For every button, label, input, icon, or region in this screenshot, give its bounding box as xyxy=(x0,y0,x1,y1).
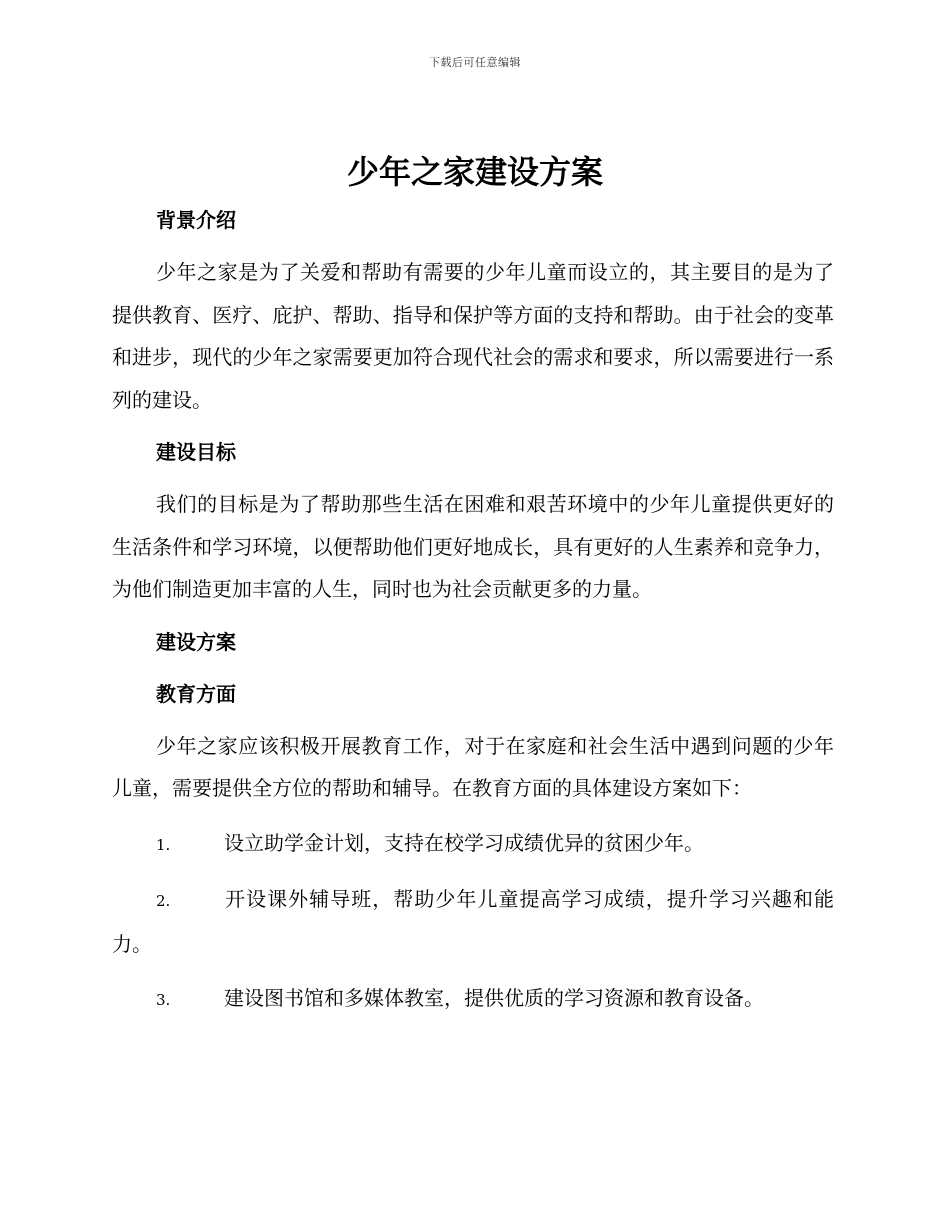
list-item-number: 3. xyxy=(156,991,171,1009)
list-item-number: 1. xyxy=(156,835,171,854)
document-body xyxy=(112,201,834,1022)
list-item xyxy=(112,878,834,965)
section-heading-background: 背景介绍 xyxy=(156,208,236,232)
list-item-text: 建设图书馆和多媒体教室，提供优质的学习资源和教育设备。 xyxy=(224,986,764,1010)
section-paragraph-education: 少年之家应该积极开展教育工作，对于在家庭和社会生活中遇到问题的少年儿童，需要提供全方位的帮助和辅导。在教育方面的具体建设方案如下： xyxy=(112,733,834,800)
list-item-number: 2. xyxy=(156,892,171,910)
list-item-text: 开设课外辅导班，帮助少年儿童提高学习成绩，提升学习兴趣和能力。 xyxy=(112,887,834,956)
section-paragraph-background: 少年之家是为了关爱和帮助有需要的少年儿童而设立的，其主要目的是为了提供教育、医疗、庇护、帮助、指导和保护等方面的支持和帮助。由于社会的变革和进步，现代的少年之家需要更加符合现代社会的需求和要求，所以需要进行一系列的建设。 xyxy=(112,260,834,412)
list-item-text: 设立助学金计划，支持在校学习成绩优异的贫困少年。 xyxy=(224,830,704,855)
section-paragraph-goal: 我们的目标是为了帮助那些生活在困难和艰苦环境中的少年儿童提供更好的生活条件和学习环境，以便帮助他们更好地成长，具有更好的人生素养和竞争力，为他们制造更加丰富的人生，同时也为社会贡献更多的力量。 xyxy=(112,492,834,601)
list-item xyxy=(112,822,834,867)
list-item xyxy=(112,977,834,1022)
section-heading-plan: 建设方案 xyxy=(156,629,236,654)
document-title: 少年之家建设方案 xyxy=(346,153,603,191)
section-heading-education: 教育方面 xyxy=(156,681,236,706)
section-heading-goal: 建设目标 xyxy=(156,440,236,464)
page-header-note: 下载后可任意编辑 xyxy=(429,56,521,69)
